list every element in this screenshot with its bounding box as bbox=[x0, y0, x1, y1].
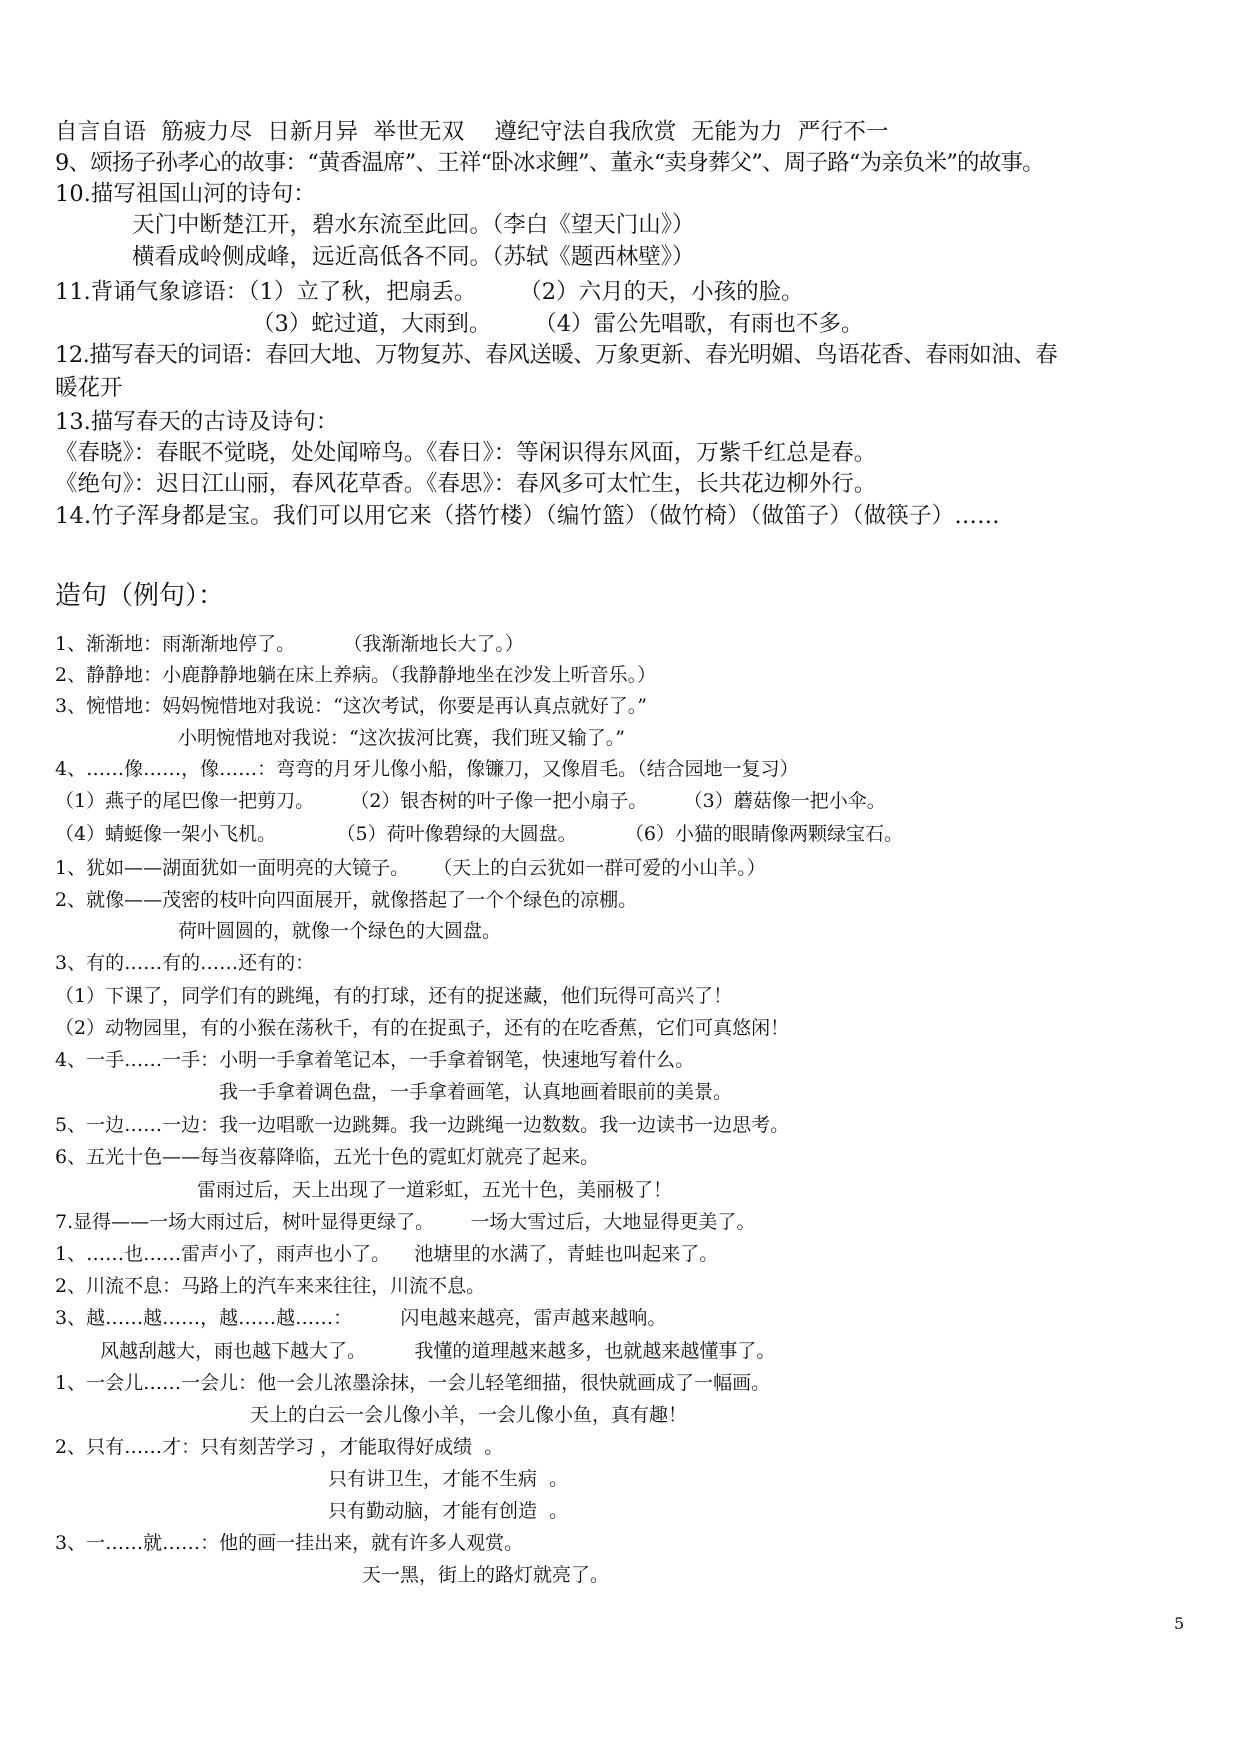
text-line: 雷雨过后，天上出现了一道彩虹，五光十色，美丽极了！ bbox=[197, 1179, 673, 1201]
text-line: 5、一边……一边：我一边唱歌一边跳舞。我一边跳绳一边数数。我一边读书一边思考。 bbox=[55, 1114, 790, 1136]
text-line: 天一黑，街上的路灯就亮了。 bbox=[362, 1564, 610, 1586]
text-line: 天上的白云一会儿像小羊，一会儿像小鱼，真有趣！ bbox=[250, 1404, 688, 1426]
text-line: 1、……也……雷声小了，雨声也小了。 池塘里的水满了，青蛙也叫起来了。 bbox=[55, 1243, 719, 1265]
text-line: 只有讲卫生，才能不生病 。 bbox=[328, 1468, 569, 1490]
text-line: （4）蜻蜓像一架小飞机。 （5）荷叶像碧绿的大圆盘。 （6）小猫的眼睛像两颗绿宝石。 bbox=[55, 823, 903, 845]
text-line: （1）下课了，同学们有的跳绳，有的打球，还有的捉迷藏，他们玩得可高兴了！ bbox=[55, 985, 733, 1007]
text-line: 13.描写春天的古诗及诗句： bbox=[55, 409, 339, 435]
text-line: 2、只有……才：只有刻苦学习 ，才能取得好成绩 。 bbox=[55, 1436, 504, 1458]
text-line: 1、渐渐地：雨渐渐地停了。 （我渐渐地长大了。） bbox=[55, 633, 524, 655]
text-line: 2、静静地：小鹿静静地躺在床上养病。（我静静地坐在沙发上听音乐。） bbox=[55, 664, 657, 686]
text-line: 3、越……越……，越……越……： 闪电越来越亮，雷声越来越响。 bbox=[55, 1307, 667, 1329]
text-line: 10.描写祖国山河的诗句： bbox=[55, 181, 316, 207]
text-line: 我一手拿着调色盘，一手拿着画笔，认真地画着眼前的美景。 bbox=[219, 1081, 733, 1103]
text-line: 天门中断楚江开，碧水东流至此回。（李白《望天门山》） bbox=[132, 212, 695, 238]
text-line: 12.描写春天的词语：春回大地、万物复苏、春风送暖、万象更新、春光明媚、鸟语花香、春雨如油、春 bbox=[55, 342, 1058, 368]
text-line: 4、一手……一手：小明一手拿着笔记本，一手拿着钢笔，快速地写着什么。 bbox=[55, 1049, 695, 1071]
text-line: 1、一会儿……一会儿：他一会儿浓墨涂抹，一会儿轻笔细描，很快就画成了一幅画。 bbox=[55, 1372, 771, 1394]
text-line: 荷叶圆圆的，就像一个绿色的大圆盘。 bbox=[178, 920, 502, 942]
text-line: 《绝句》：迟日江山丽，春风花草香。《春思》：春风多可太忙生，长共花边柳外行。 bbox=[55, 471, 877, 497]
text-line: （2）动物园里，有的小猴在荡秋千，有的在捉虱子，还有的在吃香蕉，它们可真悠闲！ bbox=[55, 1017, 790, 1039]
page-number: 5 bbox=[1174, 1614, 1185, 1633]
text-line: 暖花开 bbox=[55, 375, 123, 401]
text-line: 2、川流不息：马路上的汽车来来往往，川流不息。 bbox=[55, 1275, 486, 1297]
text-line: 7.显得——一场大雨过后，树叶显得更绿了。 一场大雪过后，大地显得更美了。 bbox=[55, 1211, 756, 1233]
text-line: 风越刮越大，雨也越下越大了。 我懂的道理越来越多，也就越来越懂事了。 bbox=[100, 1340, 776, 1362]
text-line: 11.背诵气象谚语：（1）立了秋，把扇丢。 （2）六月的天，小孩的脸。 bbox=[55, 279, 804, 305]
text-line: 2、就像——茂密的枝叶向四面展开，就像搭起了一个个绿色的凉棚。 bbox=[55, 889, 638, 911]
text-line: 横看成岭侧成峰，远近高低各不同。（苏轼《题西林壁》） bbox=[132, 244, 695, 270]
text-line: 3、一……就……：他的画一挂出来，就有许多人观赏。 bbox=[55, 1532, 524, 1554]
text-line: 3、有的……有的……还有的： bbox=[55, 952, 315, 974]
text-line: （1）燕子的尾巴像一把剪刀。 （2）银杏树的叶子像一把小扇子。 （3）蘑菇像一把小伞。 bbox=[55, 790, 886, 812]
text-line: （3）蛇过道，大雨到。 （4）雷公先唱歌，有雨也不多。 bbox=[252, 311, 864, 337]
text-line: 1、犹如——湖面犹如一面明亮的大镜子。 （天上的白云犹如一群可爱的小山羊。） bbox=[55, 857, 766, 879]
section-heading: 造句（例句）： bbox=[55, 581, 225, 611]
text-line: 《春晓》：春眠不觉晓，处处闻啼鸟。《春日》：等闲识得东风面，万紫千红总是春。 bbox=[55, 440, 877, 466]
text-line: 4、……像……，像……：弯弯的月牙儿像小船，像镰刀，又像眉毛。（结合园地一复习） bbox=[55, 758, 799, 780]
text-line: 14.竹子浑身都是宝。我们可以用它来（搭竹楼）（编竹篮）（做竹椅）（做笛子）（做筷子）…… bbox=[55, 503, 1000, 529]
text-line: 只有勤动脑，才能有创造 。 bbox=[328, 1500, 569, 1522]
text-line: 小明惋惜地对我说：“这次拔河比赛，我们班又输了。” bbox=[178, 727, 625, 749]
text-line: 自言自语 筋疲力尽 日新月异 举世无双 遵纪守法自我欣赏 无能为力 严行不一 bbox=[55, 119, 889, 145]
text-line: 6、五光十色——每当夜幕降临，五光十色的霓虹灯就亮了起来。 bbox=[55, 1146, 600, 1168]
text-line: 3、惋惜地：妈妈惋惜地对我说：“这次考试，你要是再认真点就好了。” bbox=[55, 695, 648, 717]
text-line: 9、颂扬子孙孝心的故事：“黄香温席”、王祥“卧冰求鲤”、董永“卖身葬父”、周子路“为亲负米”的故事。 bbox=[55, 150, 1044, 176]
